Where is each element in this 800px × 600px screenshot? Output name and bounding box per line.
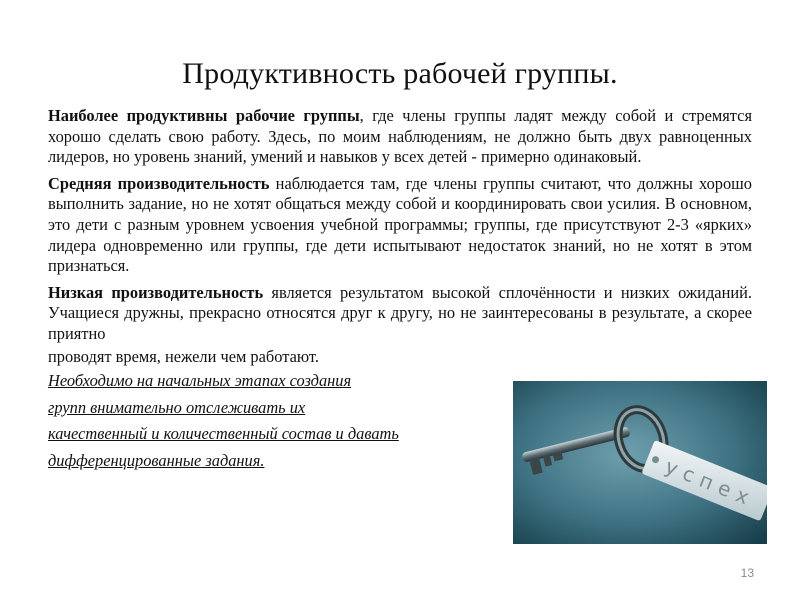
key-icon — [513, 381, 767, 544]
page-number: 13 — [740, 566, 754, 580]
paragraph-lead: Наиболее продуктивны рабочие группы — [48, 106, 360, 125]
paragraph-text: наблюдается там, где члены группы считают, что должны хорошо выполнить задание, но не хотят общаться между собой и координировать свои усилия. В основном, это дети с разным уровнем усвоения учебной программы; группы, где присутствуют 2-3 «ярких» лидера одновременно или группы, где дети испытывают недостаток знаний, но не хотят в этом признаться. — [48, 173, 752, 276]
paragraph-high-productivity — [48, 106, 752, 168]
tag-text: успех — [661, 453, 759, 512]
key-photo — [513, 381, 767, 544]
paragraph-continuation: проводят время, нежели чем работают. — [48, 346, 319, 366]
recommendation-line: групп внимательно отслеживать их — [48, 397, 306, 417]
slide-title: Продуктивность рабочей группы. — [182, 57, 618, 90]
paragraph-lead: Низкая производительность — [48, 282, 264, 302]
paragraph-low-productivity — [48, 283, 752, 345]
recommendation-line: дифференцированные задания. — [48, 450, 265, 470]
recommendation-block — [48, 371, 502, 471]
paragraph-text: , где члены группы ладят между собой и стремятся хорошо сделать свою работу. Здесь, по моим наблюдениям, не должно быть двух равноценных лидеров, но уровень знаний, умений и навыков у всех детей - примерно одинаковый. — [48, 106, 752, 167]
paragraph-lead: Средняя производительность — [48, 173, 270, 193]
paragraph-medium-productivity — [48, 174, 752, 277]
recommendation-line: Необходимо на начальных этапах создания — [48, 371, 352, 391]
paragraph-text: является результатом высокой сплочённости и низких ожиданий. Учащиеся дружны, прекрасно относятся друг к другу, но не заинтересованы в результате, а скорее приятно — [48, 282, 752, 343]
recommendation-line: качественный и количественный состав и давать — [48, 424, 399, 444]
